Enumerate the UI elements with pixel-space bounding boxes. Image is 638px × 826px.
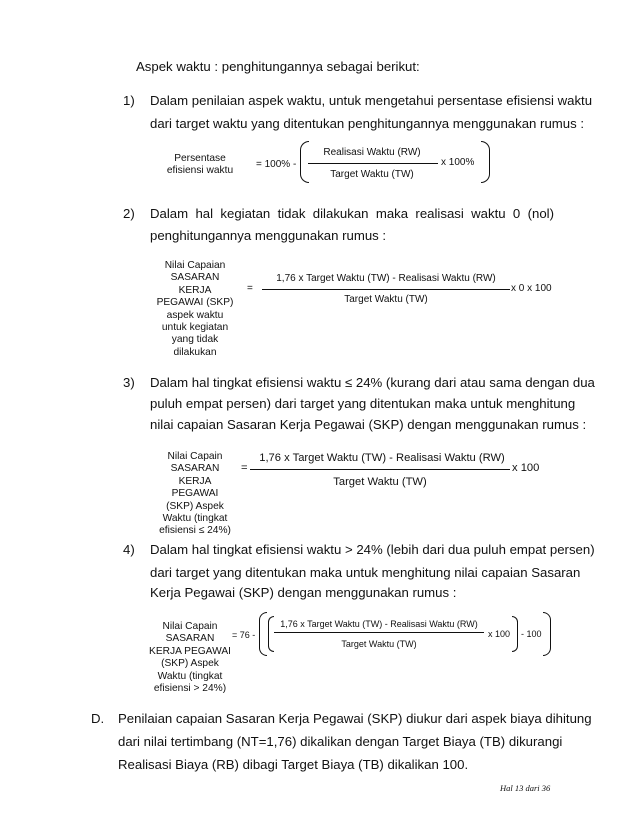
section-d-label: D.	[91, 711, 105, 726]
item-2-number: 2)	[123, 206, 135, 221]
formula-4-left: Nilai Capain SASARAN KERJA PEGAWAI (SKP) Aspek Waktu (tingkat efisiensi > 24%)	[149, 621, 231, 695]
formula-3-multiplier: x 100	[512, 462, 540, 474]
formula-1-fraction-bar	[308, 163, 438, 164]
item-1-line-1: Dalam penilaian aspek waktu, untuk mengetahui persentase efisiensi waktu	[150, 93, 593, 108]
formula-4-numerator: 1,76 x Target Waktu (TW) - Realisasi Waktu (RW)	[280, 619, 478, 629]
item-1-number: 1)	[123, 93, 135, 108]
formula-3-equals: =	[241, 462, 248, 474]
formula-2-numerator: 1,76 x Target Waktu (TW) - Realisasi Waktu (RW)	[276, 273, 496, 284]
item-3-number: 3)	[123, 375, 135, 390]
formula-2-left: Nilai Capaian SASARAN KERJA PEGAWAI (SKP) aspek waktu untuk kegiatan yang tidak dilakukan	[156, 260, 234, 358]
formula-1-right-brace	[481, 141, 490, 183]
item-2-line-2: penghitungannya menggunakan rumus :	[150, 228, 387, 243]
formula-4-outer-right-brace	[543, 612, 551, 656]
formula-2-multiplier: x 0 x 100	[511, 283, 552, 294]
formula-1-left: Persentase efisiensi waktu	[166, 153, 234, 177]
formula-4-minus: - 100	[521, 629, 542, 639]
formula-2-fraction-bar	[262, 289, 510, 290]
formula-3-fraction-bar	[250, 469, 510, 470]
formula-2-denominator: Target Waktu (TW)	[344, 294, 428, 305]
formula-3-denominator: Target Waktu (TW)	[333, 476, 427, 488]
item-4-line-2: dari target yang ditentukan maka untuk menghitung nilai capaian Sasaran	[150, 565, 581, 580]
intro-text: Aspek waktu : penghitungannya sebagai berikut:	[136, 59, 420, 74]
formula-4-denominator: Target Waktu (TW)	[341, 639, 417, 649]
formula-1-denominator: Target Waktu (TW)	[330, 169, 414, 180]
formula-1-equals: = 100% -	[256, 159, 297, 170]
item-3-line-1: Dalam hal tingkat efisiensi waktu ≤ 24% (kurang dari atau sama dengan dua	[150, 375, 595, 390]
formula-4-fraction-bar	[274, 632, 484, 633]
formula-4-inner-right-brace	[512, 616, 518, 652]
formula-3-left: Nilai Capain SASARAN KERJA PEGAWAI (SKP) Aspek Waktu (tingkat efisiensi ≤ 24%)	[159, 451, 231, 537]
formula-1-numerator: Realisasi Waktu (RW)	[323, 147, 421, 158]
formula-3-numerator: 1,76 x Target Waktu (TW) - Realisasi Waktu (RW)	[259, 452, 505, 464]
formula-2-equals: =	[247, 283, 253, 294]
formula-1-multiplier: x 100%	[441, 157, 475, 168]
page-number: Hal 13 dari 36	[500, 783, 551, 793]
item-4-line-1: Dalam hal tingkat efisiensi waktu > 24% (lebih dari dua puluh empat persen)	[150, 542, 595, 557]
item-4-line-3: Kerja Pegawai (SKP) dengan menggunakan rumus :	[150, 585, 457, 600]
section-d-line-1: Penilaian capaian Sasaran Kerja Pegawai (SKP) diukur dari aspek biaya dihitung	[118, 711, 592, 726]
item-4-number: 4)	[123, 542, 135, 557]
formula-4-outer-left-brace	[259, 612, 267, 656]
item-2-line-1: Dalam hal kegiatan tidak dilakukan maka realisasi waktu 0 (nol)	[150, 206, 554, 221]
item-3-line-3: nilai capaian Sasaran Kerja Pegawai (SKP) dengan menggunakan rumus :	[150, 417, 587, 432]
formula-4-multiplier: x 100	[488, 629, 511, 639]
section-d-line-3: Realisasi Biaya (RB) dibagi Target Biaya (TB) dikalikan 100.	[118, 757, 469, 772]
formula-4-equals: = 76 -	[232, 630, 256, 640]
section-d-line-2: dari nilai tertimbang (NT=1,76) dikalikan dengan Target Biaya (TB) dikurangi	[118, 734, 563, 749]
item-3-line-2: puluh empat persen) dari target yang ditentukan maka untuk menghitung	[150, 396, 576, 411]
item-1-line-2: dari target waktu yang ditentukan penghitungannya menggunakan rumus :	[150, 116, 585, 131]
